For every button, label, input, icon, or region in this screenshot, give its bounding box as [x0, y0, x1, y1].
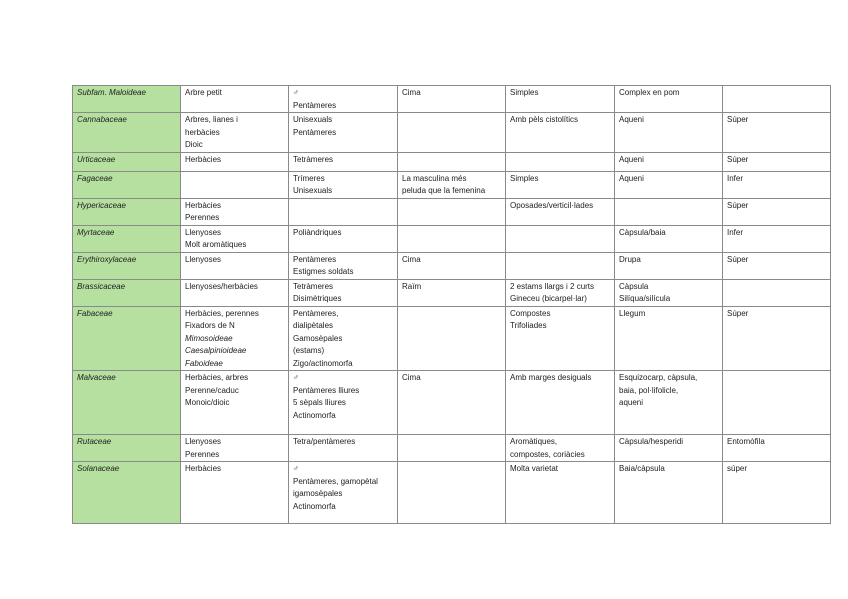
cell-flower [289, 435, 398, 462]
cell-line: peluda que la femenina [402, 186, 486, 195]
cell-inflorescence [398, 225, 506, 252]
cell-line: Pentàmeres, gamopètal [293, 476, 378, 486]
cell-line: Unisexuals [293, 115, 333, 124]
cell-inflorescence [398, 435, 506, 462]
family-name: Urticaceae [77, 154, 116, 164]
cell-plant-type [181, 225, 289, 252]
table-row [73, 371, 831, 435]
cell-plant-type [181, 435, 289, 462]
cell-fruit [615, 306, 723, 371]
cell-line: Amb marges desiguals [510, 373, 592, 382]
cell-line: Molt aromàtiques [185, 240, 247, 249]
cell-leaves [506, 435, 615, 462]
cell-line: Cima [402, 254, 421, 264]
cell-line: Pentàmeres [293, 127, 337, 137]
cell-fruit [615, 152, 723, 171]
family-cell [73, 252, 181, 279]
cell-line: Herbàcies, perennes [185, 308, 259, 318]
table-row [73, 171, 831, 198]
family-cell [73, 86, 181, 113]
family-cell [73, 171, 181, 198]
cell-line: Monoic/dioic [185, 398, 230, 407]
cell-line: Drupa [619, 254, 641, 264]
cell-leaves [506, 225, 615, 252]
cell-ovary [723, 86, 831, 113]
cell-line: Molta varietat [510, 464, 559, 473]
cell-line: Herbàcies [185, 154, 222, 164]
cell-inflorescence [398, 152, 506, 171]
cell-flower [289, 279, 398, 306]
cell-line: Esquizocarp, càpsula, [619, 373, 698, 382]
cell-line: súper [727, 464, 748, 473]
cell-fruit [615, 462, 723, 524]
table-row [73, 113, 831, 153]
cell-ovary [723, 371, 831, 435]
cell-line: Súper [727, 115, 749, 124]
cell-leaves [506, 171, 615, 198]
cell-line: Caesalpinioideae [185, 346, 247, 355]
cell-line: dialipètales [293, 321, 334, 330]
cell-line: (estams) [293, 346, 325, 355]
table-row [73, 225, 831, 252]
cell-line: Càpsula/baia [619, 227, 666, 237]
cell-flower [289, 86, 398, 113]
cell-line: Compostes [510, 308, 551, 318]
cell-line: Trifoliades [510, 321, 547, 330]
table-row [73, 462, 831, 524]
cell-line: Tetra/pentàmeres [293, 437, 356, 446]
family-name: Subfam. Maloideae [77, 88, 146, 97]
cell-line: compostes, coriàcies [510, 449, 585, 459]
cell-line: Súper [727, 308, 749, 318]
cell-ovary [723, 252, 831, 279]
cell-inflorescence [398, 171, 506, 198]
cell-line: Gineceu (bicarpel·lar) [510, 294, 587, 303]
cell-line: aqueni [619, 398, 644, 407]
cell-ovary [723, 198, 831, 225]
cell-line: Llegum [619, 308, 646, 318]
family-cell [73, 113, 181, 153]
family-name: Fabaceae [77, 308, 113, 318]
cell-line: Simples [510, 173, 539, 183]
cell-line: Pentàmeres [293, 254, 337, 264]
cell-ovary [723, 152, 831, 171]
cell-plant-type [181, 171, 289, 198]
cell-line: Aqueni [619, 173, 644, 183]
cell-line: Amb pèls cistolítics [510, 115, 579, 124]
cell-line: Herbàcies, arbres [185, 373, 249, 382]
cell-plant-type [181, 371, 289, 435]
cell-line: Tetràmeres [293, 281, 334, 291]
cell-leaves [506, 371, 615, 435]
family-name: Rutaceae [77, 437, 112, 446]
cell-line: ♂ [293, 373, 299, 382]
cell-line: Herbàcies [185, 464, 222, 473]
cell-line: Perennes [185, 449, 220, 459]
family-name: Solanaceae [77, 464, 120, 473]
cell-inflorescence [398, 371, 506, 435]
cell-line: Aromàtiques, [510, 437, 558, 446]
cell-line: Actinomorfa [293, 410, 336, 420]
family-name: Brassicaceae [77, 281, 126, 291]
cell-fruit [615, 198, 723, 225]
cell-fruit [615, 371, 723, 435]
cell-line: Dioic [185, 140, 203, 149]
family-cell [73, 225, 181, 252]
cell-line: Tetràmeres [293, 154, 334, 164]
cell-line: Herbàcies [185, 200, 222, 210]
family-cell [73, 279, 181, 306]
cell-plant-type [181, 306, 289, 371]
cell-fruit [615, 171, 723, 198]
cell-line: ♂ [293, 88, 299, 97]
cell-leaves [506, 86, 615, 113]
cell-line: ♂ [293, 464, 299, 473]
cell-line: Oposades/verticil·lades [510, 200, 594, 210]
cell-fruit [615, 225, 723, 252]
cell-ovary [723, 171, 831, 198]
family-cell [73, 435, 181, 462]
cell-leaves [506, 152, 615, 171]
cell-line: Raïm [402, 281, 422, 291]
cell-line: Perenne/caduc [185, 385, 239, 395]
cell-fruit [615, 279, 723, 306]
family-cell [73, 152, 181, 171]
cell-line: Llenyoses [185, 227, 222, 237]
cell-line: Infer [727, 227, 744, 237]
cell-leaves [506, 462, 615, 524]
cell-line: Silíqua/silícula [619, 294, 671, 303]
cell-line: Baia/càpsula [619, 464, 665, 473]
cell-line: Arbres, lianes i [185, 115, 238, 124]
cell-line: Cima [402, 373, 421, 382]
cell-plant-type [181, 86, 289, 113]
cell-line: Simples [510, 88, 539, 97]
cell-line: Actinomorfa [293, 501, 336, 511]
cell-line: Trímeres [293, 173, 325, 183]
table-row [73, 152, 831, 171]
cell-line: Disimètriques [293, 294, 342, 303]
table-row [73, 252, 831, 279]
cell-leaves [506, 252, 615, 279]
cell-inflorescence [398, 198, 506, 225]
cell-line: Complex en pom [619, 88, 680, 97]
family-name: Erythiroxylaceae [77, 254, 137, 264]
cell-plant-type [181, 252, 289, 279]
cell-line: Súper [727, 200, 749, 210]
cell-line: Entomòfila [727, 437, 765, 446]
cell-line: Arbre petit [185, 88, 222, 97]
family-cell [73, 306, 181, 371]
cell-line: Pentàmeres [293, 100, 337, 110]
cell-line: Infer [727, 173, 744, 183]
family-name: Malvaceae [77, 373, 116, 382]
cell-leaves [506, 113, 615, 153]
cell-ovary [723, 113, 831, 153]
cell-ovary [723, 279, 831, 306]
cell-line: Pentàmeres lliures [293, 385, 360, 395]
table-row [73, 306, 831, 371]
cell-flower [289, 171, 398, 198]
cell-flower [289, 462, 398, 524]
cell-plant-type [181, 198, 289, 225]
table-row [73, 198, 831, 225]
cell-flower [289, 306, 398, 371]
cell-line: Llenyoses [185, 437, 222, 446]
cell-flower [289, 225, 398, 252]
cell-line: Perennes [185, 213, 220, 222]
cell-plant-type [181, 113, 289, 153]
cell-plant-type [181, 462, 289, 524]
cell-flower [289, 198, 398, 225]
cell-fruit [615, 113, 723, 153]
table-row [73, 86, 831, 113]
cell-leaves [506, 306, 615, 371]
cell-line: Aqueni [619, 154, 644, 164]
cell-inflorescence [398, 462, 506, 524]
cell-flower [289, 371, 398, 435]
cell-plant-type [181, 152, 289, 171]
family-name: Fagaceae [77, 173, 113, 183]
cell-line: Càpsula/hesperidi [619, 437, 684, 446]
cell-line: 5 sèpals lliures [293, 398, 346, 407]
cell-line: Cima [402, 88, 421, 97]
cell-inflorescence [398, 252, 506, 279]
cell-ovary [723, 462, 831, 524]
cell-line: 2 estams llargs i 2 curts [510, 281, 595, 291]
family-cell [73, 462, 181, 524]
cell-line: Càpsula [619, 281, 649, 291]
cell-line: herbàcies [185, 127, 220, 137]
cell-line: Aqueni [619, 115, 644, 124]
cell-line: igamosèpales [293, 489, 343, 498]
table-row [73, 435, 831, 462]
cell-fruit [615, 435, 723, 462]
cell-line: Unisexuals [293, 186, 333, 195]
cell-line: La masculina més [402, 173, 467, 183]
table-row [73, 279, 831, 306]
cell-line: Súper [727, 254, 749, 264]
family-name: Hypericaceae [77, 200, 126, 210]
cell-ovary [723, 435, 831, 462]
family-cell [73, 198, 181, 225]
cell-fruit [615, 252, 723, 279]
botany-table [72, 85, 831, 524]
cell-line: Llenyoses/herbàcies [185, 281, 258, 291]
cell-inflorescence [398, 279, 506, 306]
cell-line: Pentàmeres, [293, 308, 339, 318]
cell-line: Faboideae [185, 358, 223, 368]
family-name: Myrtaceae [77, 227, 115, 237]
cell-plant-type [181, 279, 289, 306]
cell-inflorescence [398, 113, 506, 153]
cell-leaves [506, 198, 615, 225]
table-body [73, 86, 831, 524]
cell-flower [289, 113, 398, 153]
cell-ovary [723, 225, 831, 252]
cell-inflorescence [398, 306, 506, 371]
cell-flower [289, 252, 398, 279]
cell-line: Llenyoses [185, 254, 222, 264]
cell-line: Mimosoideae [185, 333, 233, 343]
cell-fruit [615, 86, 723, 113]
cell-line: Zigo/actinomorfa [293, 358, 353, 368]
cell-line: Poliàndriques [293, 227, 342, 237]
cell-line: Súper [727, 154, 749, 164]
cell-ovary [723, 306, 831, 371]
cell-line: Gamosèpales [293, 333, 343, 343]
cell-line: Estigmes soldats [293, 267, 354, 276]
cell-flower [289, 152, 398, 171]
cell-line: baia, pol·lifolicle, [619, 385, 679, 395]
cell-leaves [506, 279, 615, 306]
family-cell [73, 371, 181, 435]
family-name: Cannabaceae [77, 115, 127, 124]
cell-inflorescence [398, 86, 506, 113]
cell-line: Fixadors de N [185, 321, 235, 330]
